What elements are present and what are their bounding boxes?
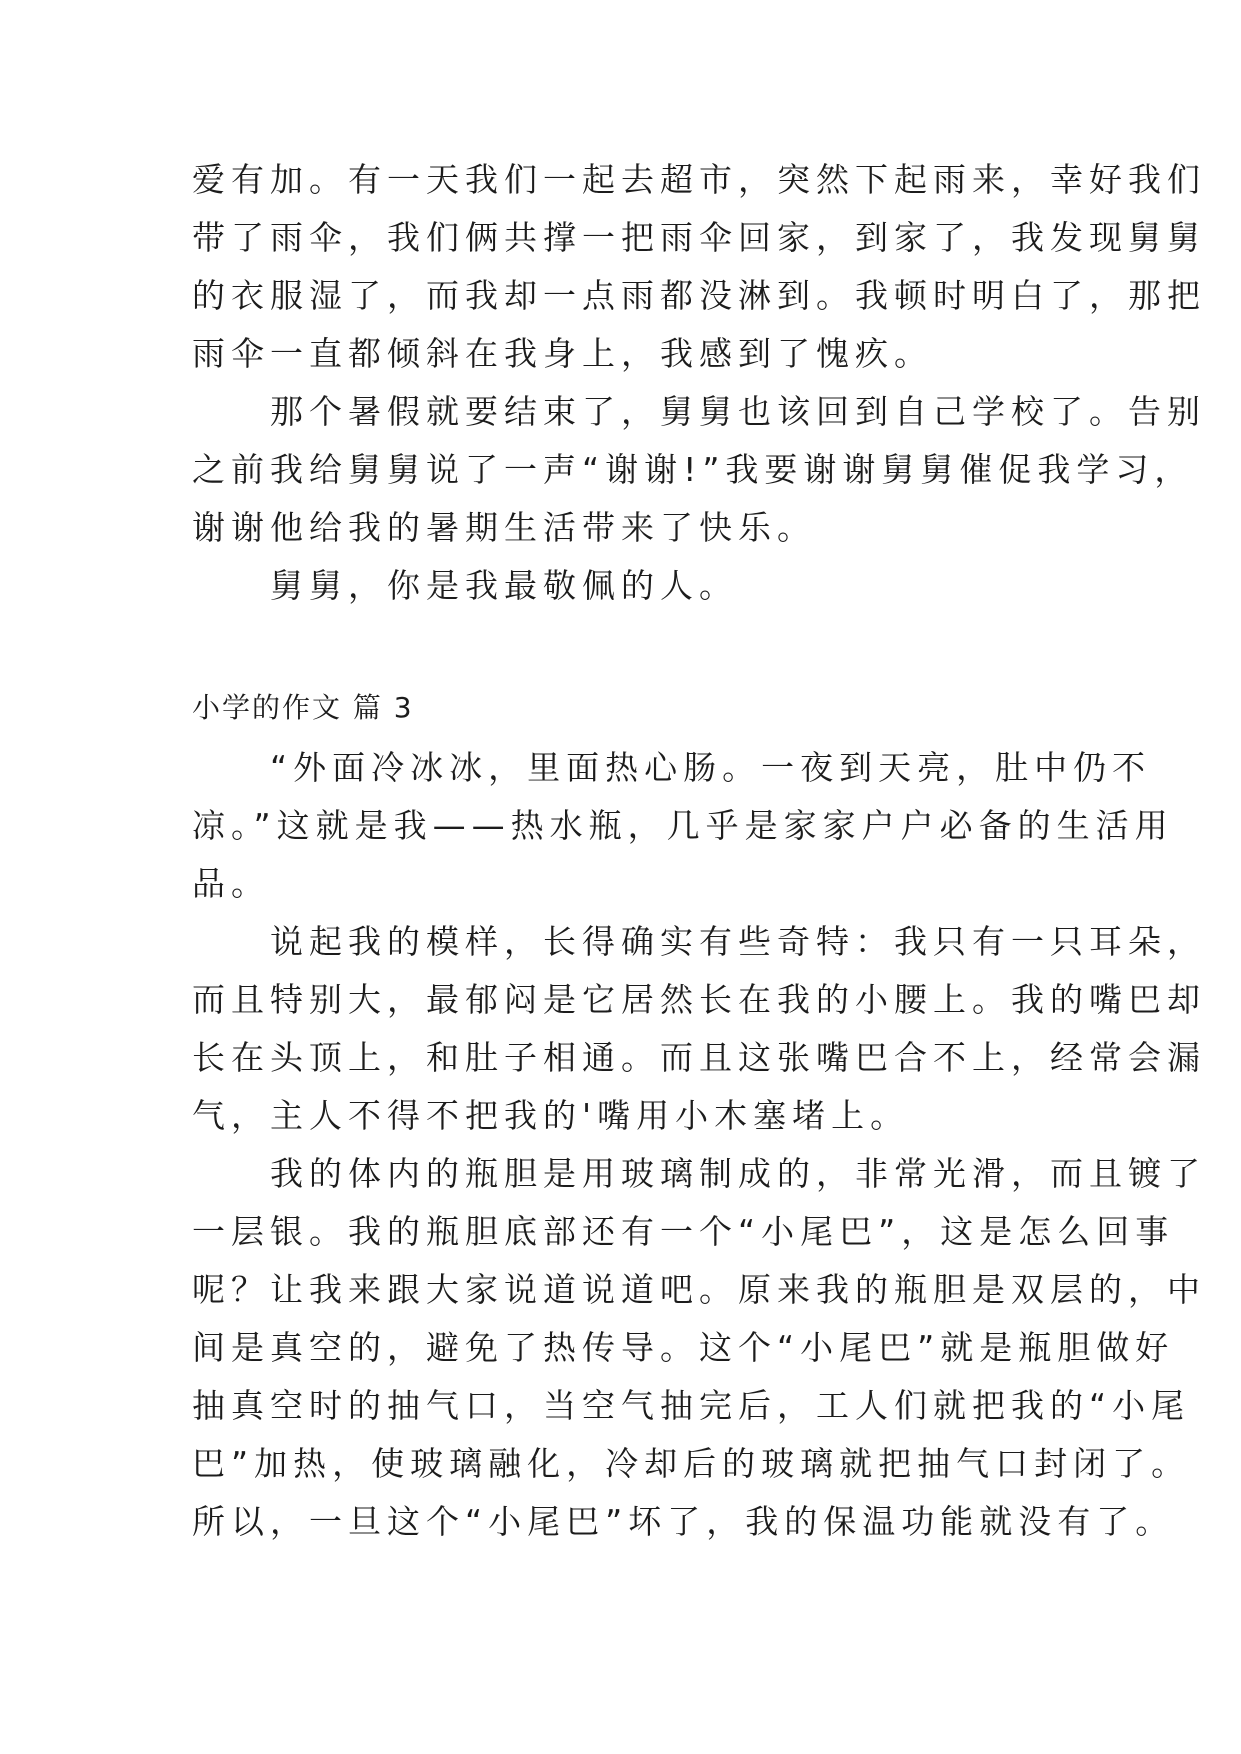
paragraph-line: 巴”加热，使玻璃融化，冷却后的玻璃就把抽气口封闭了。 xyxy=(192,1444,1191,1483)
paragraph-line: 抽真空时的抽气口，当空气抽完后，工人们就把我的“小尾 xyxy=(192,1386,1191,1425)
paragraph-line: 之前我给舅舅说了一声“谢谢!”我要谢谢舅舅催促我学习， xyxy=(192,450,1194,489)
paragraph-line: 那个暑假就要结束了，舅舅也该回到自己学校了。告别 xyxy=(192,392,1206,431)
paragraph-line: 带了雨伞，我们俩共撑一把雨伞回家，到家了，我发现舅舅 xyxy=(192,218,1206,257)
paragraph-line: 一层银。我的瓶胆底部还有一个“小尾巴”，这是怎么回事 xyxy=(192,1212,1175,1251)
paragraph-line: 呢？让我来跟大家说道说道吧。原来我的瓶胆是双层的，中 xyxy=(192,1270,1206,1309)
paragraph-line: 凉。”这就是我——热水瓶，几乎是家家户户必备的生活用 xyxy=(192,806,1174,845)
paragraph-line: 雨伞一直都倾斜在我身上，我感到了愧疚。 xyxy=(192,334,933,373)
paragraph-line: 说起我的模样，长得确实有些奇特：我只有一只耳朵， xyxy=(192,922,1206,961)
paragraph-line: 的衣服湿了，而我却一点雨都没淋到。我顿时明白了，那把 xyxy=(192,276,1206,315)
paragraph-line: 气，主人不得不把我的'嘴用小木塞堵上。 xyxy=(192,1096,910,1135)
paragraph-line: 我的体内的瓶胆是用玻璃制成的，非常光滑，而且镀了 xyxy=(192,1154,1206,1193)
paragraph-line: 品。 xyxy=(192,864,270,903)
paragraph-line: 而且特别大，最郁闷是它居然长在我的小腰上。我的嘴巴却 xyxy=(192,980,1206,1019)
paragraph-line: 谢谢他给我的暑期生活带来了快乐。 xyxy=(192,508,816,547)
paragraph-line: 爱有加。有一天我们一起去超市，突然下起雨来，幸好我们 xyxy=(192,160,1206,199)
section-title: 小学的作文 篇 3 xyxy=(192,691,414,724)
paragraph-line: “外面冷冰冰，里面热心肠。一夜到天亮，肚中仍不 xyxy=(192,748,1152,787)
paragraph-line: 舅舅，你是我最敬佩的人。 xyxy=(192,566,738,605)
paragraph-line: 所以，一旦这个“小尾巴”坏了，我的保温功能就没有了。 xyxy=(192,1502,1175,1541)
paragraph-line: 长在头顶上，和肚子相通。而且这张嘴巴合不上，经常会漏 xyxy=(192,1038,1206,1077)
paragraph-line: 间是真空的，避免了热传导。这个“小尾巴”就是瓶胆做好 xyxy=(192,1328,1175,1367)
